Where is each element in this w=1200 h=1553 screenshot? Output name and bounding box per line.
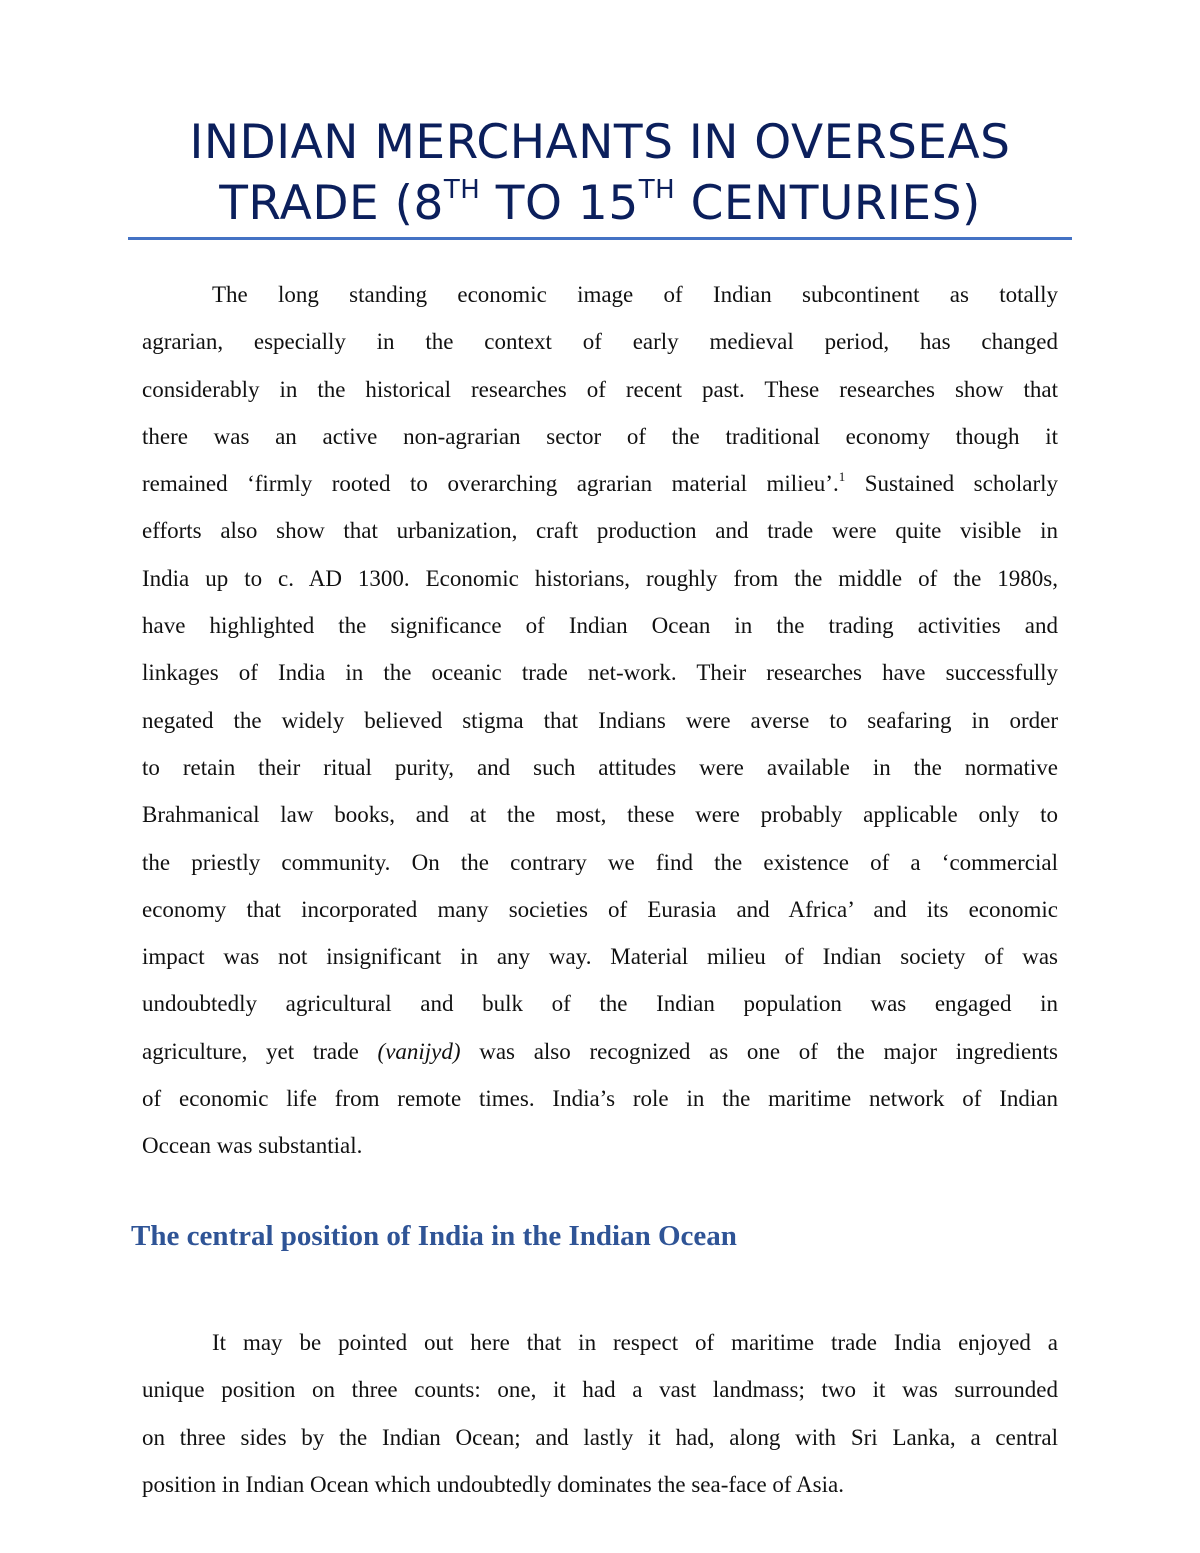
text-line: economy that incorporated many societies of Eurasia and Africa’ and its economic [142, 896, 1058, 922]
text-line: on three sides by the Indian Ocean; and lastly it had, along with Sri Lanka, a central [142, 1424, 1058, 1450]
text-line: undoubtedly agricultural and bulk of the Indian population was engaged in [142, 991, 1058, 1017]
section-heading: The central position of India in the Indian Ocean [131, 1220, 737, 1252]
superscript: TH [443, 175, 481, 205]
title-line-2 [100, 173, 1100, 234]
text-line: linkages of India in the oceanic trade net-work. Their researches have successfully [142, 660, 1058, 686]
text-line: agrarian, especially in the context of early medieval period, has changed [142, 329, 1058, 355]
text-line: impact was not insignificant in any way. Material milieu of Indian society of was [142, 944, 1058, 970]
text-line: considerably in the historical researches of recent past. These researches show that [142, 376, 1058, 402]
title-underline-divider [128, 237, 1072, 240]
title-text: TRADE (8 [219, 176, 444, 231]
text-line: negated the widely believed stigma that Indians were averse to seafaring in order [142, 707, 1058, 733]
text-segment: agriculture, yet trade [142, 1038, 378, 1064]
body-paragraph-2 [142, 1319, 1058, 1508]
text-line: Occean was substantial. [142, 1133, 363, 1159]
text-segment: Sustained scholarly [845, 471, 1058, 497]
text-line: It may be pointed out here that in respect of maritime trade India enjoyed a [212, 1330, 1058, 1355]
text-line: efforts also show that urbanization, craft production and trade were quite visible in [142, 518, 1058, 544]
text-line: Brahmanical law books, and at the most, these were probably applicable only to [142, 802, 1058, 828]
text-line: there was an active non-agrarian sector of the traditional economy though it [142, 423, 1058, 449]
text-line [142, 460, 1058, 507]
text-line: position in Indian Ocean which undoubtedly dominates the sea-face of Asia. [142, 1471, 844, 1497]
text-line: unique position on three counts: one, it had a vast landmass; two it was surrounded [142, 1377, 1058, 1403]
text-segment: remained ‘firmly rooted to overarching agrarian material milieu’. [142, 471, 839, 497]
superscript: TH [638, 175, 676, 205]
title-text: TO 15 [480, 176, 639, 231]
document-title [100, 112, 1100, 234]
text-line: India up to c. AD 1300. Economic historians, roughly from the middle of the 1980s, [142, 565, 1058, 591]
text-line: of economic life from remote times. India’s role in the maritime network of Indian [142, 1086, 1058, 1112]
text-line: the priestly community. On the contrary we find the existence of a ‘commercial [142, 849, 1058, 875]
title-text: CENTURIES) [675, 176, 981, 231]
text-line: to retain their ritual purity, and such attitudes were available in the normative [142, 754, 1058, 780]
text-line [142, 1028, 1058, 1075]
text-line: The long standing economic image of Indian subcontinent as totally [212, 282, 1058, 307]
title-line-1: INDIAN MERCHANTS IN OVERSEAS [189, 115, 1011, 170]
text-line: have highlighted the significance of Indian Ocean in the trading activities and [142, 613, 1058, 639]
text-segment: was also recognized as one of the major ingredients [460, 1038, 1058, 1064]
footnote-reference[interactable]: 1 [838, 469, 846, 485]
italic-term: (vanijyd) [377, 1038, 461, 1064]
body-paragraph-1 [142, 271, 1058, 1170]
